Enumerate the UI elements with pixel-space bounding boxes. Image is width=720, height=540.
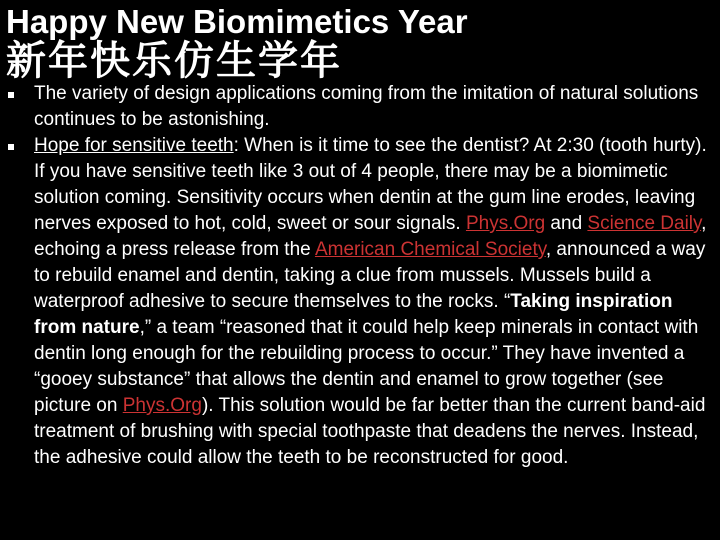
acs-link[interactable]: American Chemical Society [314, 239, 546, 260]
bullet-square-icon [8, 92, 14, 98]
bullet-square-icon [8, 144, 14, 150]
bullet-text-part: and [545, 213, 588, 234]
bullet-text-part: : When is it time to see the dentist? At 2:30 (tooth hurty). If you have sensitive teeth like 3 out of 4 people, there may be a biomimetic solution coming. Sensitivity occurs when dentin at the gum line erodes, leaving nerves exposed to hot, cold, sweet or sour signals. [34, 135, 707, 234]
bullet-item-teeth [0, 133, 720, 471]
bullet-text-part: , echoing a press release from the [34, 213, 707, 260]
bullet-text-part: , announced a way to rebuild enamel and dentin, taking a clue from mussels. Mussels build a waterproof adhesive to secure themselves to the rocks. “ [34, 239, 706, 312]
bold-quote: Taking inspiration from nature [34, 291, 673, 338]
slide-subtitle: 新年快乐仿生学年 [6, 38, 342, 84]
bullet-list [0, 81, 720, 471]
physorg-picture-link[interactable]: Phys.Org [122, 395, 202, 416]
bullet-item-intro [0, 81, 720, 133]
bullet-text-part: ,” a team “reasoned that it could help keep minerals in contact with dentin long enough for the rebuilding process to occur.” They have invented a “gooey substance” that allows the dentin and enamel to grow together (see picture on [34, 317, 699, 416]
physorg-link[interactable]: Phys.Org [465, 213, 546, 234]
slide-title: Happy New Biomimetics Year [6, 3, 468, 40]
bullet-text-part: ). This solution would be far better than the current band-aid treatment of brushing with special toothpaste that deadens the nerves. Instead, the adhesive could allow the teeth to be reconstructed for good. [34, 395, 706, 468]
science-daily-link[interactable]: Science Daily [587, 213, 702, 234]
bullet-heading: Hope for sensitive teeth [34, 135, 234, 156]
bullet-text: The variety of design applications coming from the imitation of natural solutions continues to be astonishing. [34, 83, 699, 130]
